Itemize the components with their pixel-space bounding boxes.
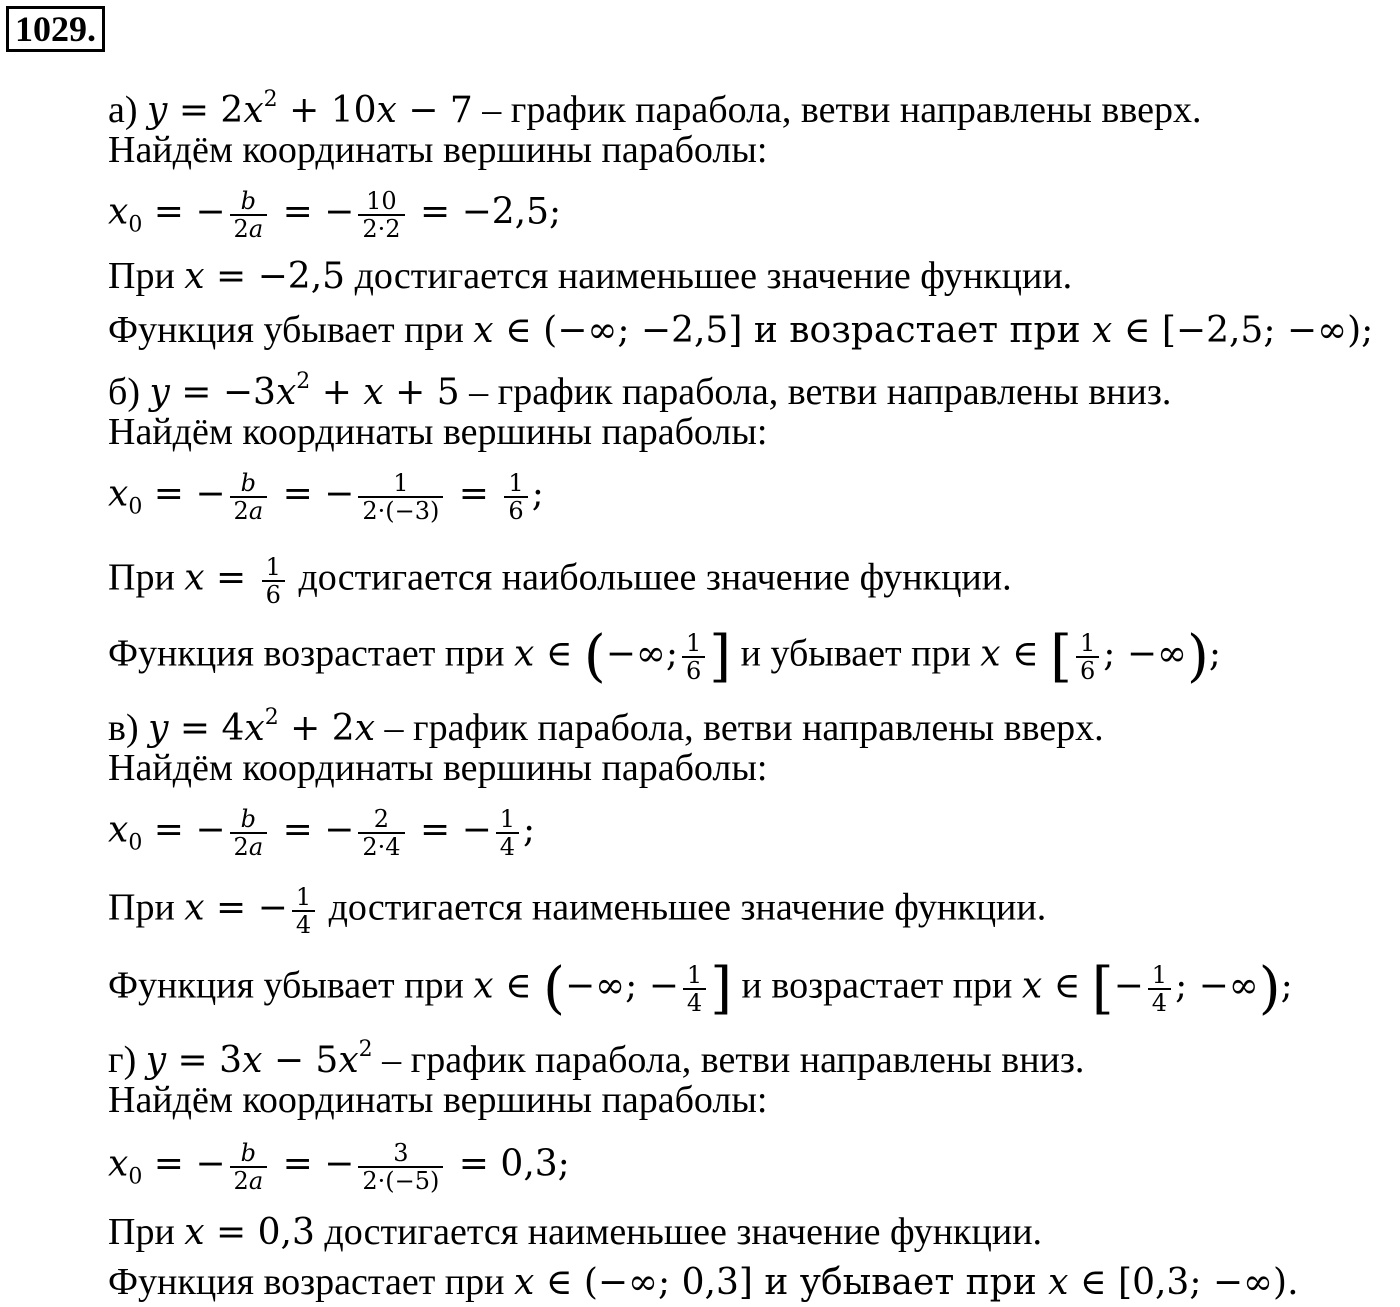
part-a-find: Найдём координаты вершины параболы: — [108, 129, 768, 171]
part-v-equation: в) $y = 4x^2 + 2x$ – график парабола, ветви направлены вверх. — [108, 705, 1104, 749]
part-v-vertex: $x_0$ = − $\frac{b}{2a}$ = − $\frac{2}{2\cdot 4}$ = − $\frac{1}{4}$ ; — [108, 805, 536, 861]
part-a-vertex: $x_0$ = − $\frac{b}{2a}$ = − $\frac{10}{2\cdot 2}$ = −2,5; — [108, 187, 562, 243]
part-a-monotonic: Функция убывает при x ∈ (−∞; −2,5] и возрастает при x ∈ [−2,5; −∞); — [108, 309, 1374, 351]
part-b-find: Найдём координаты вершины параболы: — [108, 411, 768, 453]
part-g-equation: г) $y = 3x - 5x^2$ – график парабола, ветви направлены вниз. — [108, 1037, 1085, 1081]
problem-number: 1029. — [6, 6, 105, 52]
part-b-max: При x = $\frac{1}{6}$ достигается наибольшее значение функции. — [108, 553, 1012, 609]
part-v-find: Найдём координаты вершины параболы: — [108, 747, 768, 789]
part-b-equation: б) $y = -3x^2 + x + 5$ – график парабола, ветви направлены вниз. — [108, 369, 1172, 413]
part-b-vertex: $x_0$ = − $\frac{b}{2a}$ = − $\frac{1}{2\cdot(-3)}$ = $\frac{1}{6}$ ; — [108, 469, 544, 525]
part-a-min: При x = −2,5 достигается наименьшее значение функции. — [108, 255, 1073, 297]
part-g-find: Найдём координаты вершины параболы: — [108, 1079, 768, 1121]
part-g-min: При x = 0,3 достигается наименьшее значение функции. — [108, 1211, 1043, 1253]
part-v-monotonic: Функция убывает при x ∈ (−∞; − $\frac{1}{4}$ ] и возрастает при x ∈ [− $\frac{1}{4}$ ; −∞); — [108, 956, 1293, 1021]
part-v-min: При x = − $\frac{1}{4}$ достигается наименьшее значение функции. — [108, 883, 1047, 939]
part-a-equation: а) $y = 2x^2 + 10x - 7$ – график парабола, ветви направлены вверх. — [108, 87, 1202, 131]
part-b-monotonic: Функция возрастает при x ∈ (−∞; $\frac{1}{6}$ ] и убывает при x ∈ [ $\frac{1}{6}$ ; −∞); — [108, 624, 1222, 689]
part-g-vertex: $x_0$ = − $\frac{b}{2a}$ = − $\frac{3}{2\cdot(-5)}$ = 0,3; — [108, 1139, 570, 1195]
part-g-monotonic: Функция возрастает при x ∈ (−∞; 0,3] и убывает при x ∈ [0,3; −∞). — [108, 1261, 1299, 1303]
